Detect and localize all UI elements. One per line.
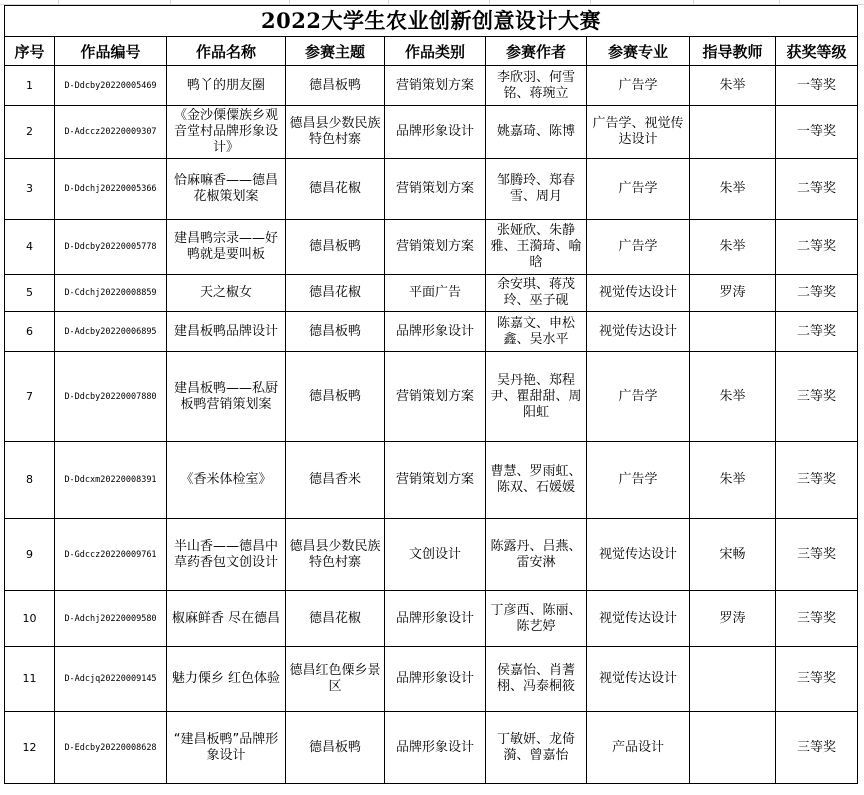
cell-code: D-Ddcby20220005778 <box>55 220 167 275</box>
cell-authors: 陈嘉文、申松鑫、吴水平 <box>486 312 587 352</box>
cell-teacher <box>690 712 776 784</box>
cell-authors: 丁彦西、陈丽、陈艺婷 <box>486 591 587 647</box>
cell-seq: 9 <box>5 519 55 591</box>
cell-name: 建昌板鸭品牌设计 <box>167 312 286 352</box>
header-row <box>5 37 858 66</box>
cell-major: 视觉传达设计 <box>587 275 690 312</box>
cell-major: 视觉传达设计 <box>587 591 690 647</box>
cell-award: 一等奖 <box>776 106 858 159</box>
cell-award: 二等奖 <box>776 220 858 275</box>
cell-award: 一等奖 <box>776 66 858 106</box>
cell-category: 品牌形象设计 <box>385 647 486 712</box>
cell-seq: 6 <box>5 312 55 352</box>
cell-authors: 丁敏妍、龙倚漪、曾嘉怡 <box>486 712 587 784</box>
table-row <box>5 591 858 647</box>
cell-code: D-Ddcby20220005469 <box>55 66 167 106</box>
header-major: 参赛专业 <box>587 37 690 66</box>
table-row <box>5 352 858 442</box>
table-row <box>5 442 858 519</box>
cell-seq: 7 <box>5 352 55 442</box>
cell-seq: 5 <box>5 275 55 312</box>
cell-category: 营销策划方案 <box>385 352 486 442</box>
cell-authors: 吴丹艳、郑程尹、瞿甜甜、周阳虹 <box>486 352 587 442</box>
header-teacher: 指导教师 <box>690 37 776 66</box>
table-row <box>5 519 858 591</box>
cell-code: D-Ddchj20220005366 <box>55 159 167 220</box>
cell-theme: 德昌花椒 <box>286 275 385 312</box>
cell-award: 三等奖 <box>776 712 858 784</box>
header-authors: 参赛作者 <box>486 37 587 66</box>
cell-major: 视觉传达设计 <box>587 519 690 591</box>
cell-code: D-Adcjq20220009145 <box>55 647 167 712</box>
table-row <box>5 66 858 106</box>
cell-name: 鸭丫的朋友圈 <box>167 66 286 106</box>
cell-theme: 德昌香米 <box>286 442 385 519</box>
cell-theme: 德昌板鸭 <box>286 352 385 442</box>
header-theme: 参赛主题 <box>286 37 385 66</box>
cell-award: 三等奖 <box>776 647 858 712</box>
cell-code: D-Ddcby20220007880 <box>55 352 167 442</box>
cell-award: 二等奖 <box>776 312 858 352</box>
cell-seq: 12 <box>5 712 55 784</box>
award-table <box>4 5 858 784</box>
cell-name: 魅力傈乡 红色体验 <box>167 647 286 712</box>
header-award: 获奖等级 <box>776 37 858 66</box>
cell-theme: 德昌板鸭 <box>286 220 385 275</box>
cell-major: 广告学 <box>587 442 690 519</box>
cell-category: 营销策划方案 <box>385 220 486 275</box>
cell-teacher <box>690 647 776 712</box>
cell-award: 二等奖 <box>776 159 858 220</box>
cell-seq: 8 <box>5 442 55 519</box>
cell-seq: 4 <box>5 220 55 275</box>
table-row <box>5 312 858 352</box>
cell-name: 椒麻鲜香 尽在德昌 <box>167 591 286 647</box>
cell-name: 天之椒女 <box>167 275 286 312</box>
header-name: 作品名称 <box>167 37 286 66</box>
cell-major: 广告学 <box>587 220 690 275</box>
cell-teacher: 朱举 <box>690 352 776 442</box>
header-seq: 序号 <box>5 37 55 66</box>
table-row <box>5 712 858 784</box>
cell-teacher: 朱举 <box>690 442 776 519</box>
cell-authors: 曹慧、罗雨虹、陈双、石媛媛 <box>486 442 587 519</box>
cell-authors: 余安琪、蒋茂玲、巫子砚 <box>486 275 587 312</box>
cell-name: 建昌鸭宗录——好鸭就是要叫板 <box>167 220 286 275</box>
cell-teacher <box>690 312 776 352</box>
table-title: 2022大学生农业创新创意设计大赛 <box>5 6 858 37</box>
cell-category: 品牌形象设计 <box>385 106 486 159</box>
cell-award: 二等奖 <box>776 275 858 312</box>
cell-name: 半山香——德昌中草药香包文创设计 <box>167 519 286 591</box>
cell-category: 品牌形象设计 <box>385 712 486 784</box>
cell-category: 营销策划方案 <box>385 66 486 106</box>
cell-seq: 10 <box>5 591 55 647</box>
cell-name: 建昌板鸭——私厨板鸭营销策划案 <box>167 352 286 442</box>
cell-authors: 姚嘉琦、陈博 <box>486 106 587 159</box>
cell-category: 营销策划方案 <box>385 442 486 519</box>
cell-authors: 李欣羽、何雪铭、蒋琬立 <box>486 66 587 106</box>
cell-theme: 德昌板鸭 <box>286 712 385 784</box>
cell-authors: 张娅欣、朱静雅、王漪琦、喻晗 <box>486 220 587 275</box>
cell-code: D-Ddcxm20220008391 <box>55 442 167 519</box>
cell-theme: 德昌县少数民族特色村寨 <box>286 106 385 159</box>
cell-major: 视觉传达设计 <box>587 312 690 352</box>
header-code: 作品编号 <box>55 37 167 66</box>
cell-name: 《金沙傈僳族乡观音堂村品牌形象设计》 <box>167 106 286 159</box>
table-row <box>5 220 858 275</box>
cell-name: 恰麻嘛香——德昌花椒策划案 <box>167 159 286 220</box>
cell-authors: 邹腾玲、郑春雪、周月 <box>486 159 587 220</box>
cell-category: 品牌形象设计 <box>385 591 486 647</box>
cell-major: 广告学 <box>587 66 690 106</box>
table-row <box>5 647 858 712</box>
cell-category: 品牌形象设计 <box>385 312 486 352</box>
cell-award: 三等奖 <box>776 442 858 519</box>
table-row <box>5 106 858 159</box>
cell-seq: 11 <box>5 647 55 712</box>
cell-major: 视觉传达设计 <box>587 647 690 712</box>
cell-category: 营销策划方案 <box>385 159 486 220</box>
table-row <box>5 159 858 220</box>
table-row <box>5 275 858 312</box>
cell-teacher: 罗涛 <box>690 591 776 647</box>
cell-theme: 德昌板鸭 <box>286 312 385 352</box>
cell-theme: 德昌花椒 <box>286 159 385 220</box>
cell-award: 三等奖 <box>776 519 858 591</box>
cell-theme: 德昌县少数民族特色村寨 <box>286 519 385 591</box>
cell-category: 文创设计 <box>385 519 486 591</box>
cell-name: “建昌板鸭”品牌形象设计 <box>167 712 286 784</box>
cell-award: 三等奖 <box>776 352 858 442</box>
header-category: 作品类别 <box>385 37 486 66</box>
cell-seq: 1 <box>5 66 55 106</box>
cell-seq: 3 <box>5 159 55 220</box>
cell-major: 广告学 <box>587 159 690 220</box>
cell-major: 产品设计 <box>587 712 690 784</box>
cell-major: 广告学、视觉传达设计 <box>587 106 690 159</box>
cell-major: 广告学 <box>587 352 690 442</box>
cell-teacher <box>690 106 776 159</box>
cell-code: D-Cdchj20220008859 <box>55 275 167 312</box>
cell-category: 平面广告 <box>385 275 486 312</box>
cell-code: D-Adchj20220009580 <box>55 591 167 647</box>
cell-teacher: 朱举 <box>690 220 776 275</box>
cell-teacher: 宋畅 <box>690 519 776 591</box>
cell-theme: 德昌红色傈乡景区 <box>286 647 385 712</box>
cell-seq: 2 <box>5 106 55 159</box>
cell-theme: 德昌花椒 <box>286 591 385 647</box>
cell-code: D-Adccz20220009307 <box>55 106 167 159</box>
cell-teacher: 朱举 <box>690 66 776 106</box>
cell-theme: 德昌板鸭 <box>286 66 385 106</box>
cell-name: 《香米体检室》 <box>167 442 286 519</box>
cell-teacher: 朱举 <box>690 159 776 220</box>
cell-code: D-Gdccz20220009761 <box>55 519 167 591</box>
cell-award: 三等奖 <box>776 591 858 647</box>
cell-code: D-Edcby20220008628 <box>55 712 167 784</box>
cell-teacher: 罗涛 <box>690 275 776 312</box>
cell-authors: 侯嘉怡、肖蓍栩、冯泰桐筱 <box>486 647 587 712</box>
cell-code: D-Adcby20220006895 <box>55 312 167 352</box>
cell-authors: 陈露丹、吕燕、雷安淋 <box>486 519 587 591</box>
